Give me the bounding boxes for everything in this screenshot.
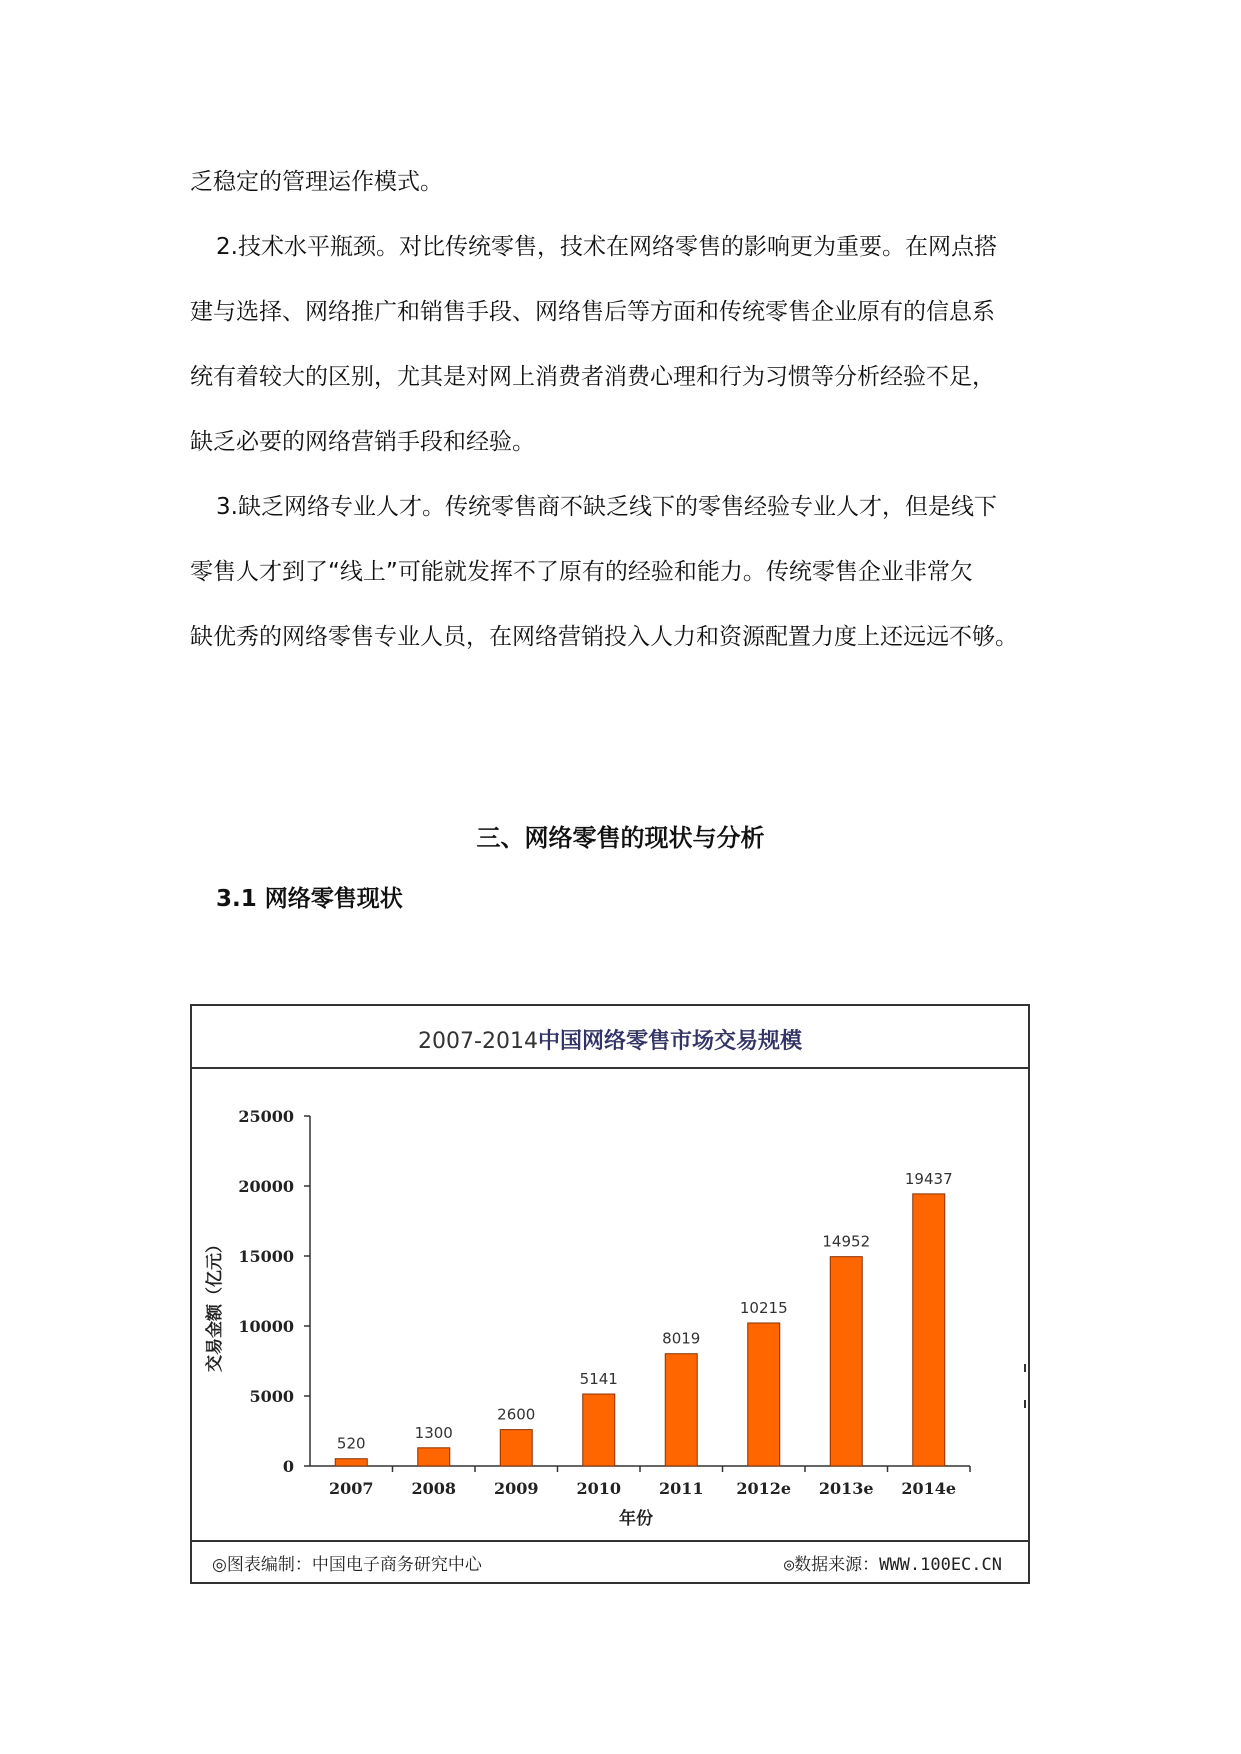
- x-tick-label: 2009: [493, 1479, 539, 1498]
- y-tick-label: 15000: [238, 1247, 294, 1266]
- bar: [748, 1323, 780, 1466]
- x-tick-label: 2014e: [901, 1479, 957, 1498]
- text-line: 零售人才到了“线上”可能就发挥不了原有的经验和能力。传统零售企业非常欠: [190, 559, 973, 585]
- bar: [500, 1430, 532, 1466]
- x-tick-label: 2011: [658, 1479, 704, 1498]
- x-tick-label: 2013e: [818, 1479, 874, 1498]
- y-tick-label: 0: [282, 1457, 294, 1476]
- bar-value-label: 10215: [739, 1298, 788, 1317]
- x-tick-label: 2012e: [736, 1479, 792, 1498]
- y-tick-label: 20000: [238, 1177, 294, 1196]
- x-axis-label: 年份: [619, 1509, 653, 1529]
- bar-value-label: 14952: [822, 1232, 871, 1251]
- y-tick-label: 10000: [238, 1317, 294, 1336]
- text-line: 2.技术水平瓶颈。对比传统零售，技术在网络零售的影响更为重要。在网点搭: [216, 234, 997, 260]
- text-line: 统有着较大的区别，尤其是对网上消费者消费心理和行为习惯等分析经验不足，: [190, 364, 995, 390]
- bar-value-label: 5141: [579, 1370, 618, 1389]
- bar: [913, 1194, 945, 1466]
- bar-value-label: 19437: [904, 1169, 953, 1188]
- section-heading: 三、网络零售的现状与分析: [476, 824, 765, 852]
- x-tick-label: 2010: [576, 1479, 622, 1498]
- chart-title-years: 2007-2014: [418, 1029, 538, 1054]
- subsection-heading: 3.1 网络零售现状: [216, 886, 403, 912]
- bar-value-label: 2600: [497, 1405, 536, 1424]
- bar: [665, 1354, 697, 1466]
- bar: [418, 1448, 450, 1466]
- bar-chart: [190, 1004, 1030, 1584]
- chart-footer-source-right: ◎数据来源：WWW.100EC.CN: [783, 1555, 1002, 1575]
- text-line: 建与选择、网络推广和销售手段、网络售后等方面和传统零售企业原有的信息系: [190, 299, 995, 325]
- paragraph-intro-tail: [190, 150, 1070, 215]
- bar-value-label: 1300: [414, 1423, 453, 1442]
- text-line: 缺乏必要的网络营销手段和经验。: [190, 429, 535, 455]
- y-axis-label: 交易金额（亿元）: [205, 1236, 225, 1372]
- bar-value-label: 8019: [662, 1329, 701, 1348]
- y-tick-label: 25000: [238, 1107, 294, 1126]
- y-tick-label: 5000: [249, 1387, 294, 1406]
- text-line: 3.缺乏网络专业人才。传统零售商不缺乏线下的零售经验专业人才，但是线下: [216, 494, 997, 520]
- bar: [583, 1394, 615, 1466]
- paragraph-talent-shortage: [190, 475, 1070, 670]
- text-line: 缺优秀的网络零售专业人员，在网络营销投入人力和资源配置力度上还远远不够。: [190, 624, 1018, 650]
- bar: [830, 1257, 862, 1466]
- chart-title-main: 中国网络零售市场交易规模: [537, 1029, 802, 1054]
- text-line: 乏稳定的管理运作模式。: [190, 169, 443, 195]
- x-tick-label: 2007: [328, 1479, 374, 1498]
- paragraph-tech-bottleneck: [190, 215, 1070, 475]
- chart-figure: [190, 1004, 1030, 1584]
- x-tick-label: 2008: [411, 1479, 457, 1498]
- chart-title: [418, 1028, 803, 1054]
- bar: [335, 1459, 367, 1466]
- bar-value-label: 520: [336, 1434, 366, 1453]
- chart-footer-source-left: ◎图表编制：中国电子商务研究中心: [212, 1555, 482, 1575]
